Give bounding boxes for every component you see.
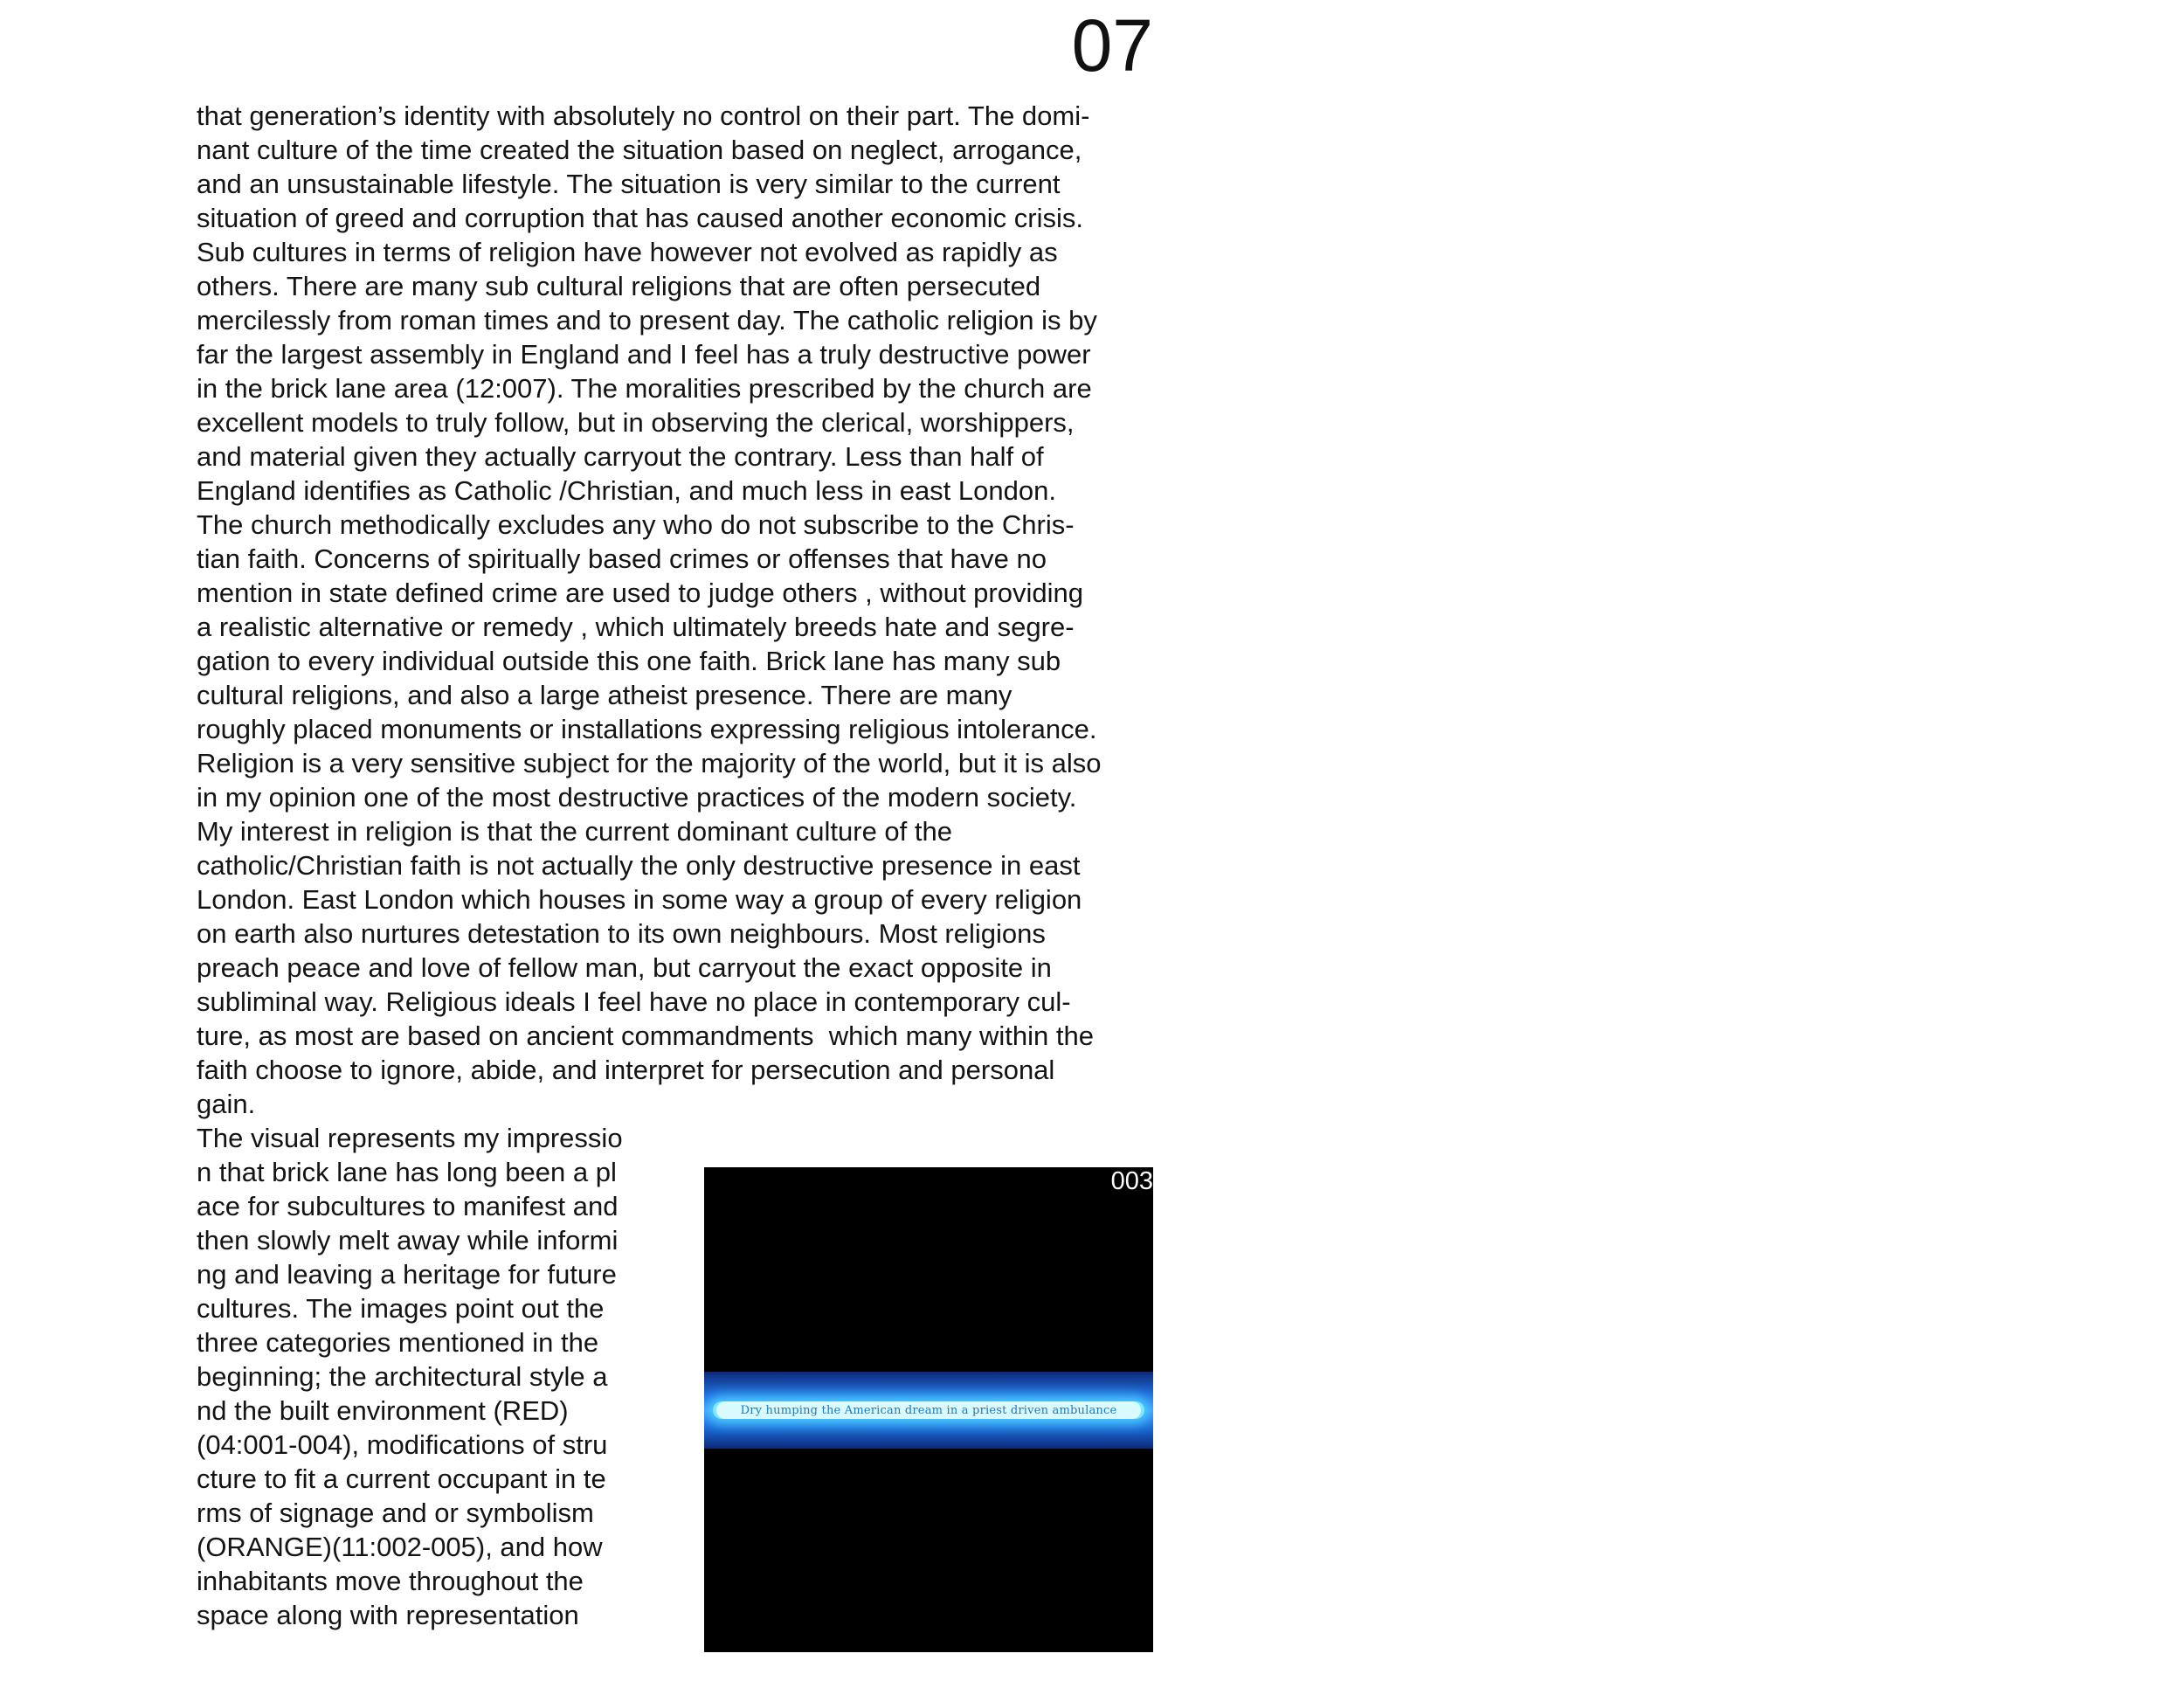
figure-neon-sign-photo xyxy=(704,1167,1153,1652)
neon-sign-text: Dry humping the American dream in a priest driven ambulance xyxy=(740,1403,1117,1417)
main-body-text: that generation’s identity with absolutely no control on their part. The domi- nant culture of the time created the situation based on neglect, arrogance, and an unsustainable lifestyle. The situation is very similar to the current situation of greed and corruption that has caused another economic crisis. Sub cultures in terms of religion have however not evolved as rapidly as others. There are many sub cultural religions that are often persecuted mercilessly from roman times and to present day. The catholic religion is by far the largest assembly in England and I feel has a truly destructive power in the brick lane area (12:007). The moralities prescribed by the church are excellent models to truly follow, but in observing the clerical, worshippers, and material given they actually carryout the contrary. Less than half of England identifies as Catholic /Christian, and much less in east London. The church methodically excludes any who do not subscribe to the Chris- tian faith. Concerns of spiritually based crimes or offenses that have no mention in state defined crime are used to judge others , without providing a realistic alternative or remedy , which ultimately breeds hate and segre- gation to every individual outside this one faith. Brick lane has many sub cultural religions, and also a large atheist presence. There are many roughly placed monuments or installations expressing religious intolerance. Religion is a very sensitive subject for the majority of the world, but it is also in my opinion one of the most destructive practices of the modern society. My interest in religion is that the current dominant culture of the catholic/Christian faith is not actually the only destructive presence in east London. East London which houses in some way a group of every religion on earth also nurtures detestation to its own neighbours. Most religions preach peace and love of fellow man, but carryout the exact opposite in subliminal way. Religious ideals I feel have no place in contemporary cul- ture, as most are based on ancient commandments which many within the faith choose to ignore, abide, and interpret for persecution and personal gain. xyxy=(197,100,1102,1119)
side-body-text: The visual represents my impressio n that brick lane has long been a pl ace for subcultures to manifest and then slowly melt away while informi ng and leaving a heritage for future cultures. The images point out the three categories mentioned in the beginning; the architectural style a nd the built environment (RED) (04:001-004), modifications of stru cture to fit a current occupant in te rms of signage and or symbolism (ORANGE)(11:002-005), and how inhabitants move throughout the space along with representation xyxy=(197,1123,623,1630)
page-number: 07 xyxy=(1071,4,1153,86)
neon-pill xyxy=(716,1401,1141,1419)
neon-band xyxy=(704,1372,1153,1449)
figure-label: 003 xyxy=(1110,1167,1153,1195)
